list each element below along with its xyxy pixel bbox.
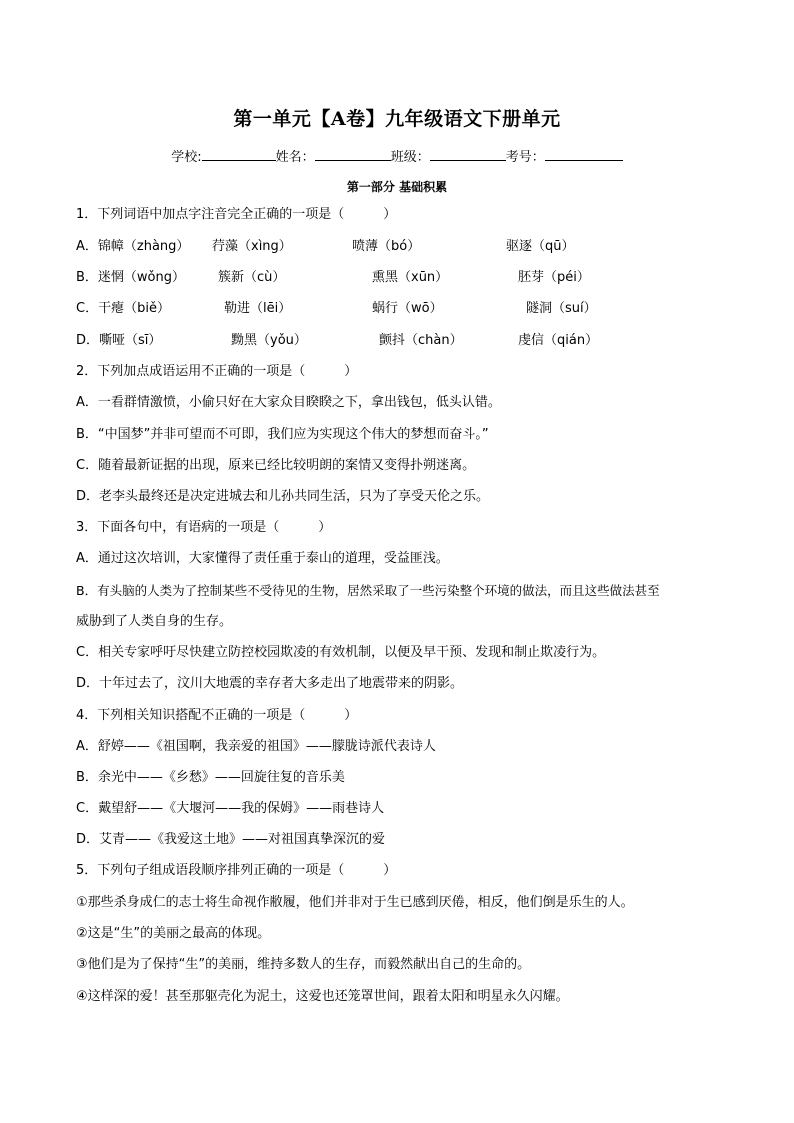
page-title: 第一单元【A卷】九年级语文下册单元 — [233, 108, 561, 130]
q1-row-b-4: 胚芽（péi） — [518, 270, 590, 285]
class-blank[interactable] — [430, 148, 506, 161]
q5-sentence-2: ②这是“生”的美丽之最高的体现。 — [76, 926, 271, 941]
q1-row-d-1: D．嘶哑（sī） — [76, 333, 162, 348]
q4-option-c: C．戴望舒——《大堰河——我的保姆》——雨巷诗人 — [76, 801, 385, 816]
q2-option-b: B．“中国梦”并非可望而不可即，我们应为实现这个伟大的梦想而奋斗。” — [76, 427, 489, 442]
q2-option-a: A．一看群情激愤，小偷只好在大家众目睽睽之下，拿出钱包，低头认错。 — [76, 395, 501, 410]
class-label: 班级： — [390, 150, 430, 165]
question-3-stem: 3．下面各句中，有语病的一项是（ ） — [76, 520, 332, 535]
question-2-stem: 2．下列加点成语运用不正确的一项是（ ） — [76, 364, 358, 379]
q3-option-b-cont: 威胁到了人类自身的生存。 — [76, 614, 233, 629]
q2-option-d: D．老李头最终还是决定进城去和儿孙共同生活，只为了享受天伦之乐。 — [76, 489, 490, 504]
q5-sentence-3: ③他们是为了保持“生”的美丽，维持多数人的生存，而毅然献出自己的生命的。 — [76, 957, 531, 972]
q1-row-c-1: C．干瘪（biě） — [76, 301, 170, 316]
q1-row-b-3: 熏黑（xūn） — [372, 270, 449, 285]
q4-option-b: B．余光中——《乡愁》——回旋往复的音乐美 — [76, 770, 345, 785]
q3-option-c: C．相关专家呼吁尽快建立防控校园欺凌的有效机制，以便及早干预、发现和制止欺凌行为。 — [76, 645, 606, 660]
question-4-stem: 4．下列相关知识搭配不正确的一项是（ ） — [76, 708, 358, 723]
q4-option-a: A．舒婷——《祖国啊，我亲爱的祖国》——朦胧诗派代表诗人 — [76, 739, 436, 754]
question-1-stem: 1．下列词语中加点字注音完全正确的一项是（ ） — [76, 207, 397, 222]
name-label: 姓名： — [275, 150, 315, 165]
name-blank[interactable] — [315, 148, 391, 161]
q1-row-a-4: 驱逐（qū） — [506, 239, 575, 254]
q2-option-c: C．随着最新证据的出现，原来已经比较明朗的案情又变得扑朔迷离。 — [76, 458, 476, 473]
question-5-stem: 5．下列句子组成语段顺序排列正确的一项是（ ） — [76, 863, 397, 878]
q1-row-c-2: 勒进（lēi） — [224, 301, 292, 316]
q1-row-c-4: 隧洞（suí） — [526, 301, 597, 316]
school-blank[interactable] — [202, 148, 276, 161]
q1-row-b-1: B．迷惘（wǒng） — [76, 270, 185, 285]
student-info-line — [0, 146, 794, 165]
q1-row-c-3: 蜗行（wō） — [372, 301, 443, 316]
q1-row-a-1: A．锦幛（zhàng） — [76, 239, 190, 254]
q4-option-d: D．艾青——《我爱这土地》——对祖国真挚深沉的爱 — [76, 832, 386, 847]
q3-option-d: D．十年过去了，汶川大地震的幸存者大多走出了地震带来的阴影。 — [76, 676, 464, 691]
q5-sentence-4: ④这样深的爱！甚至那躯壳化为泥土，这爱也还笼罩世间，跟着太阳和明星永久闪耀。 — [76, 989, 569, 1004]
id-label: 考号： — [505, 150, 545, 165]
id-blank[interactable] — [545, 148, 623, 161]
q1-row-a-2: 荇藻（xìng） — [212, 239, 292, 254]
school-label: 学校: — [171, 150, 202, 165]
part-heading: 第一部分 基础积累 — [346, 180, 448, 194]
q1-row-b-2: 簇新（cù） — [218, 270, 286, 285]
q1-row-a-3: 喷薄（bó） — [352, 239, 421, 254]
q1-row-d-3: 颤抖（chàn） — [379, 333, 463, 348]
q3-option-b: B．有头脑的人类为了控制某些不受待见的生物，居然采取了一些污染整个环境的做法，而且这些做法甚至 — [76, 583, 660, 598]
q1-row-d-4: 虔信（qián） — [518, 333, 599, 348]
q5-sentence-1: ①那些杀身成仁的志士将生命视作敝履，他们并非对于生已感到厌倦，相反，他们倒是乐生的人。 — [76, 895, 634, 910]
q1-row-d-2: 黝黑（yǒu） — [231, 333, 307, 348]
q3-option-a: A．通过这次培训，大家懂得了责任重于泰山的道理，受益匪浅。 — [76, 551, 449, 566]
